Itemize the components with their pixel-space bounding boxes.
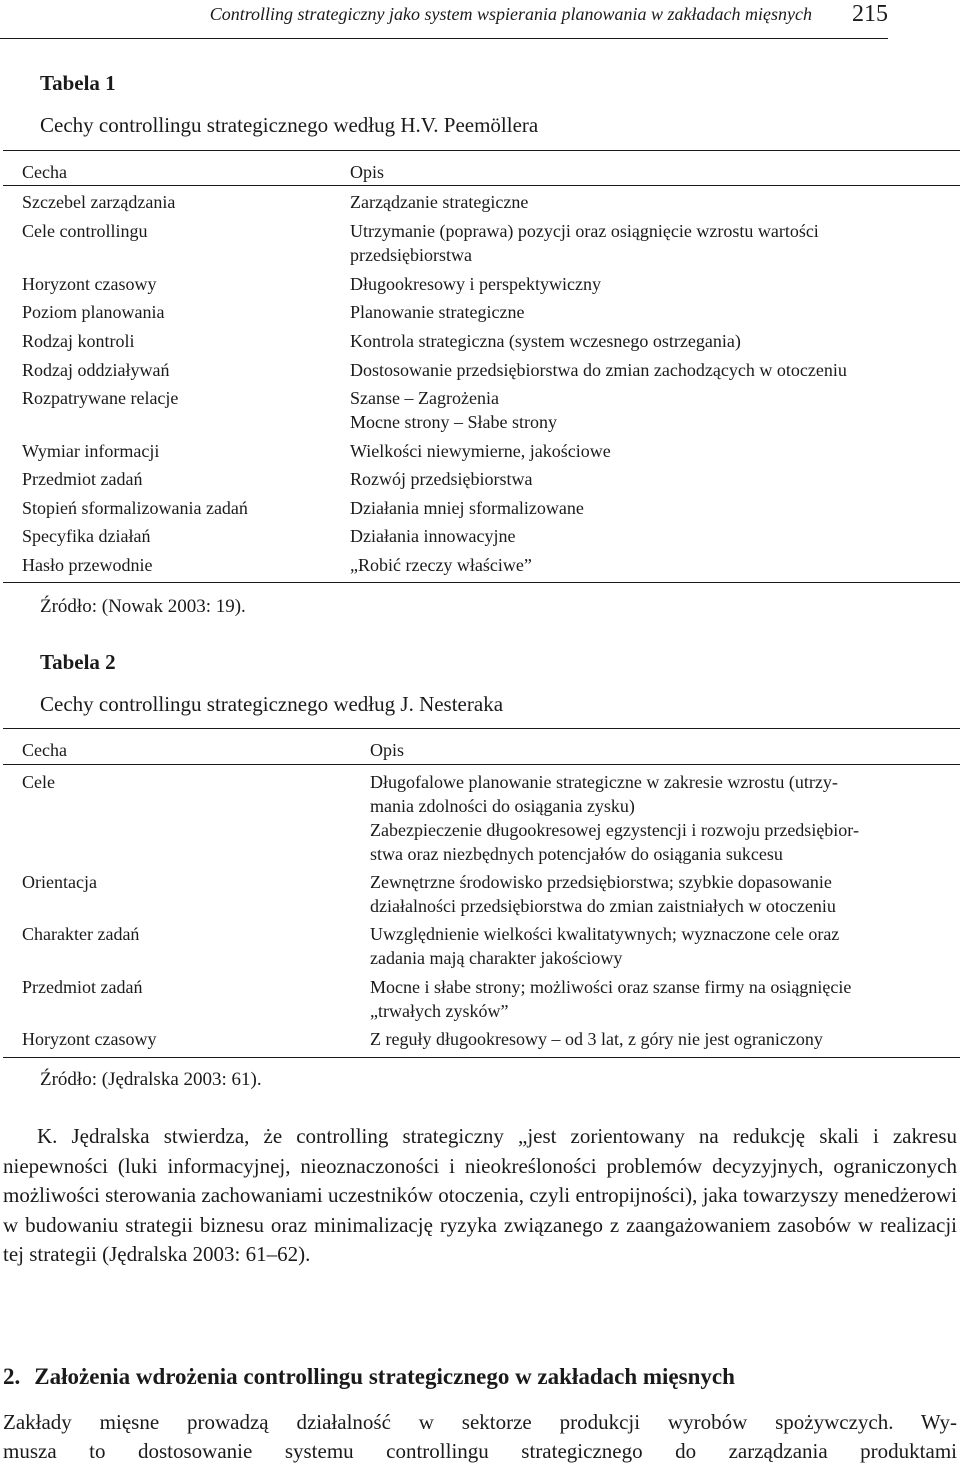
table2-row-desc: Zabezpieczenie długookresowej egzystencji i rozwoju przedsiębior-: [370, 820, 859, 840]
table2-source: Źródło: (Jędralska 2003: 61).: [40, 1069, 262, 1090]
running-title: Controlling strategiczny jako system wspierania planowania w zakładach mięsnych: [209, 4, 812, 24]
table1-row-feature: Hasło przewodnie: [22, 555, 153, 575]
body-paragraph-2-line: Zakłady mięsne prowadzą działalność w sektorze produkcji wyrobów spożywczych. Wy-: [3, 1410, 957, 1434]
table1-row-feature: Przedmiot zadań: [22, 469, 143, 489]
section-title: Założenia wdrożenia controllingu strategicznego w zakładach mięsnych: [34, 1364, 735, 1389]
table1-row-feature: Horyzont czasowy: [22, 274, 157, 294]
table2-row-desc: zadania mają charakter jakościowy: [370, 948, 623, 968]
table2-row-feature: Cele: [22, 772, 55, 792]
table1-bottom-rule: [3, 582, 960, 583]
table2-row-feature: Przedmiot zadań: [22, 977, 143, 997]
table1-row-desc: Utrzymanie (poprawa) pozycji oraz osiągnięcie wzrostu wartości: [350, 221, 819, 241]
table2-row-desc: stwa oraz niezbędnych potencjałów do osiągania sukcesu: [370, 844, 783, 864]
table1-row-desc: Działania innowacyjne: [350, 526, 516, 546]
table1-row-desc: Kontrola strategiczna (system wczesnego ostrzegania): [350, 331, 741, 351]
table2-row-desc: mania zdolności do osiągania zysku): [370, 796, 635, 816]
table1-header-feature: Cecha: [22, 162, 67, 182]
page-number: 215: [852, 1, 888, 27]
table1-row-feature: Cele controllingu: [22, 221, 148, 241]
table1-row-desc: przedsiębiorstwa: [350, 245, 472, 265]
table2-row-desc: Z reguły długookresowy – od 3 lat, z góry nie jest ograniczony: [370, 1029, 823, 1049]
running-header: [0, 0, 888, 39]
table1-row-desc: Zarządzanie strategiczne: [350, 192, 529, 212]
table2-row-desc: „trwałych zysków”: [370, 1001, 509, 1021]
table1-row-desc: Szanse – Zagrożenia: [350, 388, 499, 408]
table2-header-rule: [3, 764, 960, 765]
table2-row-desc: Uwzględnienie wielkości kwalitatywnych; wyznaczone cele oraz: [370, 924, 840, 944]
table1-row-desc: Działania mniej sformalizowane: [350, 498, 584, 518]
section-number: 2.: [3, 1364, 21, 1389]
table2-label: Tabela 2: [40, 650, 116, 674]
table2-caption: Cechy controllingu strategicznego według J. Nesteraka: [40, 692, 504, 716]
table2-row-desc: Zewnętrzne środowisko przedsiębiorstwa; szybkie dopasowanie: [370, 872, 832, 892]
table1-row-desc: Dostosowanie przedsiębiorstwa do zmian zachodzących w otoczeniu: [350, 360, 847, 380]
table1-row-feature: Wymiar informacji: [22, 441, 160, 461]
table1-row-feature: Rozpatrywane relacje: [22, 388, 179, 408]
table2-row-feature: Orientacja: [22, 872, 97, 892]
table1-header-desc: Opis: [350, 162, 385, 182]
table1-row-desc: Rozwój przedsiębiorstwa: [350, 469, 533, 489]
table1-row-feature: Poziom planowania: [22, 302, 165, 322]
table1-row-desc: Wielkości niewymierne, jakościowe: [350, 441, 611, 461]
table1-row-feature: Specyfika działań: [22, 526, 151, 546]
table1-label: Tabela 1: [40, 71, 116, 95]
table1-row-desc: Mocne strony – Słabe strony: [350, 412, 557, 432]
table2-row-desc: Długofalowe planowanie strategiczne w zakresie wzrostu (utrzy-: [370, 772, 838, 792]
table1-row-feature: Szczebel zarządzania: [22, 192, 176, 212]
table1-header-rule: [3, 185, 960, 186]
table2-header-desc: Opis: [370, 740, 405, 760]
body-paragraph: K. Jędralska stwierdza, że controlling strategiczny „jest zorientowany na redukcję skali i zakresu niepewności (luki informacyjnej, nieoznaczoności i nieokreśloności problemów decyzyjnych, ograniczonych możliwości sterowania zachowaniami uczestników otoczenia, czyli entropijności), jaka towarzyszy menedżerowi w budowaniu strategii biznesu oraz minimalizację ryzyka związanego z zaangażowaniem zasobów w realizacji tej strategii (Jędralska 2003: 61–62).: [3, 1124, 957, 1266]
table1-row-desc: Planowanie strategiczne: [350, 302, 525, 322]
table1-row-feature: Rodzaj oddziaływań: [22, 360, 170, 380]
table2-row-feature: Horyzont czasowy: [22, 1029, 157, 1049]
table1-row-feature: Rodzaj kontroli: [22, 331, 135, 351]
table1-row-feature: Stopień sformalizowania zadań: [22, 498, 248, 518]
body-paragraph-2-line: musza to dostosowanie systemu controllingu strategicznego do zarządzania produktami: [3, 1439, 957, 1463]
section-heading: [3, 1363, 735, 1391]
table2-row-desc: Mocne i słabe strony; możliwości oraz szanse firmy na osiągnięcie: [370, 977, 852, 997]
table1-source: Źródło: (Nowak 2003: 19).: [40, 596, 246, 617]
table1-row-desc: „Robić rzeczy właściwe”: [350, 555, 532, 575]
table2-row-desc: działalności przedsiębiorstwa do zmian zaistniałych w otoczeniu: [370, 896, 836, 916]
table1-caption: Cechy controllingu strategicznego według H.V. Peemöllera: [40, 113, 539, 137]
table2-header-feature: Cecha: [22, 740, 67, 760]
table2-row-feature: Charakter zadań: [22, 924, 140, 944]
table1-row-desc: Długookresowy i perspektywiczny: [350, 274, 601, 294]
table2-bottom-rule: [3, 1057, 960, 1058]
table2-top-rule: [3, 728, 960, 729]
table1-top-rule: [3, 150, 960, 151]
